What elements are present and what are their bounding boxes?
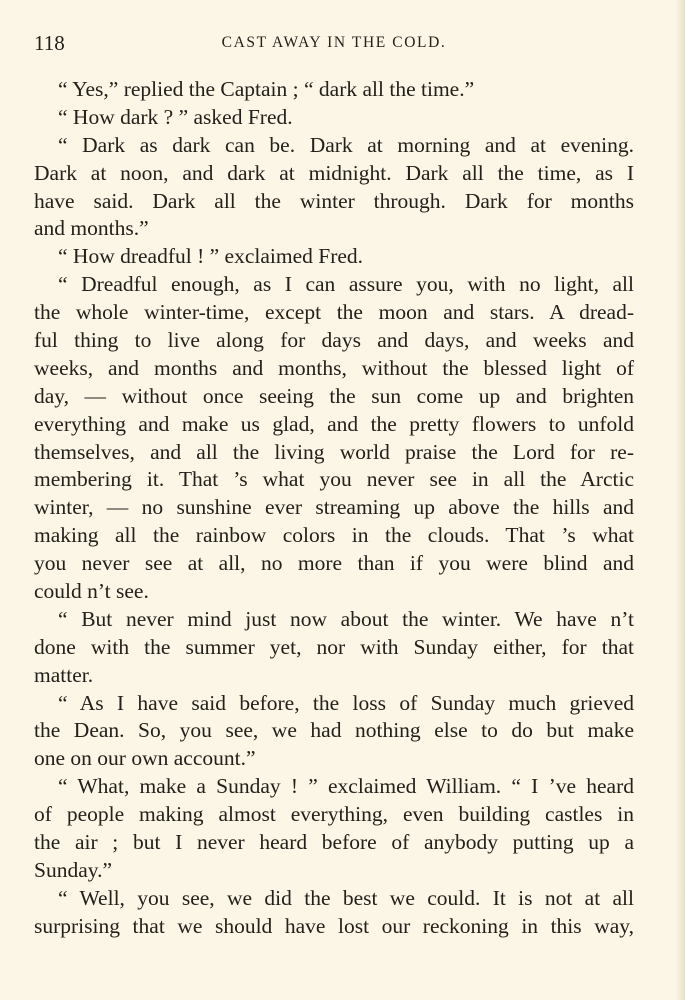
text-line: Dark at noon, and dark at midnight. Dark all the time, as I (34, 160, 634, 185)
text-line: could n’t see. (34, 579, 149, 604)
running-head (34, 28, 634, 58)
text-line: the Dean. So, you see, we had nothing else to do but make (34, 718, 634, 743)
text-line: the air ; but I never heard before of anybody putting up a (34, 830, 634, 855)
text-line: “ Well, you see, we did the best we could. It is not at all (58, 885, 634, 910)
text-line: weeks, and months and months, without the blessed light of (34, 355, 634, 380)
text-line: membering it. That ’s what you never see in all the Arctic (34, 467, 634, 492)
running-title: CAST AWAY IN THE COLD. (221, 34, 447, 51)
text-line: and months.” (34, 216, 149, 241)
text-line: Sunday.” (34, 857, 113, 882)
text-line: matter. (34, 662, 94, 687)
text-line: themselves, and all the living world praise the Lord for re- (34, 439, 634, 464)
page-edge (675, 0, 685, 1000)
text-line: “ Dreadful enough, as I can assure you, with no light, all (58, 272, 634, 297)
text-line: one on our own account.” (34, 746, 256, 771)
text-line: ful thing to live along for days and days, and weeks and (34, 328, 634, 353)
text-line: “ Dark as dark can be. Dark at morning and at evening. (58, 132, 634, 157)
body-text (34, 76, 634, 941)
text-line: winter, — no sunshine ever streaming up above the hills and (34, 495, 634, 520)
text-line: “ Yes,” replied the Captain ; “ dark all the time.” (58, 77, 475, 101)
text-line: “ What, make a Sunday ! ” exclaimed William. “ I ’ve heard (58, 774, 634, 799)
text-line: surprising that we should have lost our reckoning in this way, (34, 913, 634, 938)
page-number: 118 (34, 31, 65, 55)
text-line: day, — without once seeing the sun come up and brighten (34, 383, 634, 408)
text-line: everything and make us glad, and the pretty flowers to unfold (34, 411, 634, 436)
text-line: making all the rainbow colors in the clouds. That ’s what (34, 523, 634, 548)
text-line: done with the summer yet, nor with Sunday either, for that (34, 634, 634, 659)
text-line: “ As I have said before, the loss of Sunday much grieved (58, 690, 634, 715)
text-line: “ But never mind just now about the winter. We have n’t (58, 606, 634, 631)
text-line: of people making almost everything, even building castles in (34, 802, 634, 827)
text-line: have said. Dark all the winter through. Dark for months (34, 188, 634, 213)
text-line: the whole winter-time, except the moon and stars. A dread- (34, 300, 634, 325)
text-line: you never see at all, no more than if you were blind and (34, 551, 634, 576)
text-line: “ How dark ? ” asked Fred. (58, 104, 293, 129)
text-line: “ How dreadful ! ” exclaimed Fred. (58, 244, 364, 269)
